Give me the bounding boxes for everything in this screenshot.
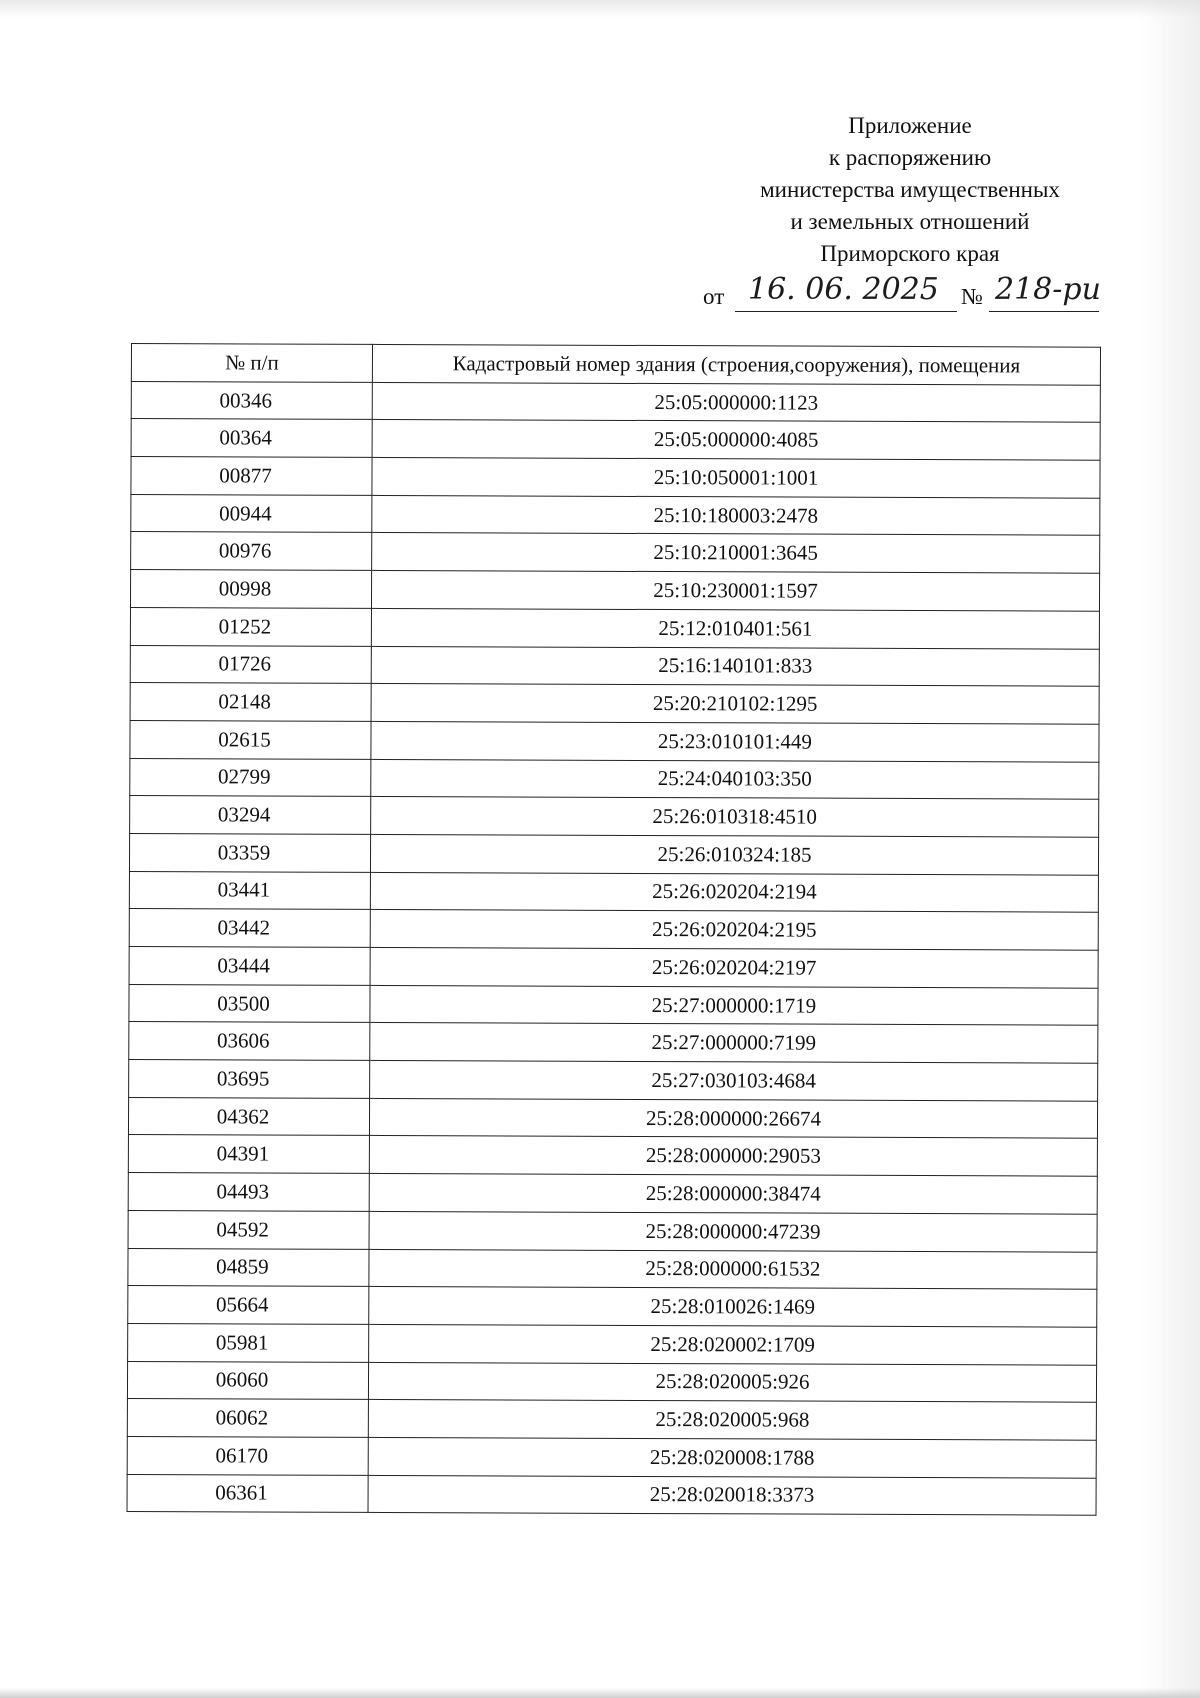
cadastral-number-cell: 25:27:000000:1719 <box>370 985 1098 1025</box>
cadastral-number-cell: 25:05:000000:1123 <box>372 382 1100 422</box>
row-number-cell: 00976 <box>131 532 372 571</box>
row-number-cell: 02799 <box>130 758 371 797</box>
scan-edge-bottom <box>0 1688 1200 1698</box>
table-row <box>130 683 1099 724</box>
column-header-number: № п/п <box>131 344 372 383</box>
row-number-cell: 06062 <box>127 1399 368 1438</box>
row-number-cell: 04859 <box>128 1248 369 1287</box>
header-line: Приложение <box>848 113 972 138</box>
cadastral-number-cell: 25:28:020005:968 <box>368 1400 1096 1440</box>
row-number-cell: 01252 <box>130 607 371 646</box>
table-header-row <box>131 344 1100 385</box>
cadastral-number-cell: 25:12:010401:561 <box>371 608 1099 648</box>
table-row <box>128 1097 1097 1138</box>
table-row <box>131 532 1100 573</box>
row-number-cell: 00998 <box>130 570 371 609</box>
row-number-cell: 04592 <box>128 1210 369 1249</box>
row-number-cell: 04362 <box>128 1097 369 1136</box>
row-number-cell: 06170 <box>127 1436 368 1475</box>
cadastral-number-cell: 25:28:020002:1709 <box>369 1324 1097 1364</box>
number-sign: № <box>961 284 983 309</box>
table-row <box>127 1399 1096 1440</box>
row-number-cell: 05981 <box>128 1323 369 1362</box>
cadastral-number-cell: 25:26:020204:2195 <box>370 910 1098 950</box>
cadastral-number-cell: 25:05:000000:4085 <box>372 420 1100 460</box>
order-date-number-line <box>703 272 1163 318</box>
row-number-cell: 06361 <box>127 1474 368 1513</box>
table-row <box>127 1361 1096 1402</box>
table-row <box>129 909 1098 950</box>
cadastral-number-cell: 25:28:000000:29053 <box>369 1136 1097 1176</box>
row-number-cell: 02148 <box>130 683 371 722</box>
cadastral-number-cell: 25:28:000000:47239 <box>369 1211 1097 1251</box>
table-row <box>130 796 1099 837</box>
cadastral-number-cell: 25:26:020204:2197 <box>370 947 1098 987</box>
scan-edge-top <box>0 0 1200 18</box>
table-row <box>128 1135 1097 1176</box>
column-header-cadastral: Кадастровый номер здания (строения,сооружения), помещения <box>372 344 1100 384</box>
header-line: Приморского края <box>820 241 1000 266</box>
table-row <box>130 570 1099 611</box>
header-line: к распоряжению <box>828 145 992 170</box>
table-row <box>129 1022 1098 1063</box>
row-number-cell: 03606 <box>129 1022 370 1061</box>
cadastral-number-cell: 25:10:210001:3645 <box>372 533 1100 573</box>
table-row <box>128 1173 1097 1214</box>
table-row <box>129 984 1098 1025</box>
cadastral-number-cell: 25:26:020204:2194 <box>370 872 1098 912</box>
handwritten-number: 218-ри <box>995 272 1101 307</box>
row-number-cell: 01726 <box>130 645 371 684</box>
table-row <box>130 607 1099 648</box>
row-number-cell: 00877 <box>131 457 372 496</box>
cadastral-number-cell: 25:10:230001:1597 <box>371 571 1099 611</box>
header-line: министерства имущественных <box>760 177 1060 202</box>
cadastral-number-cell: 25:27:000000:7199 <box>370 1023 1098 1063</box>
table-body <box>127 381 1100 1515</box>
cadastral-number-cell: 25:24:040103:350 <box>371 759 1099 799</box>
cadastral-number-cell: 25:26:010324:185 <box>370 834 1098 874</box>
table-row <box>131 494 1100 535</box>
table-row <box>129 946 1098 987</box>
appendix-header <box>700 110 1120 270</box>
cadastral-number-cell: 25:28:010026:1469 <box>369 1287 1097 1327</box>
handwritten-date: 16. 06. 2025 <box>748 272 939 307</box>
table-row <box>131 419 1100 460</box>
table-row <box>131 457 1100 498</box>
header-line: и земельных отношений <box>790 209 1030 234</box>
cadastral-number-cell: 25:10:180003:2478 <box>372 495 1100 535</box>
number-underline <box>989 311 1099 312</box>
cadastral-number-cell: 25:26:010318:4510 <box>371 797 1099 837</box>
row-number-cell: 03444 <box>129 946 370 985</box>
row-number-cell: 03500 <box>129 984 370 1023</box>
cadastral-number-cell: 25:28:020008:1788 <box>368 1437 1096 1477</box>
cadastral-number-cell: 25:28:020018:3373 <box>368 1475 1096 1515</box>
row-number-cell: 06060 <box>127 1361 368 1400</box>
scan-edge-right <box>1140 0 1200 1698</box>
cadastral-number-cell: 25:27:030103:4684 <box>370 1060 1098 1100</box>
cadastral-number-cell: 25:28:000000:61532 <box>369 1249 1097 1289</box>
table-row <box>128 1323 1097 1364</box>
cadastral-number-cell: 25:28:000000:38474 <box>369 1174 1097 1214</box>
table-row <box>131 381 1100 422</box>
table-row <box>128 1248 1097 1289</box>
row-number-cell: 03359 <box>129 833 370 872</box>
row-number-cell: 04391 <box>128 1135 369 1174</box>
table-row <box>127 1436 1096 1477</box>
cadastral-number-cell: 25:10:050001:1001 <box>372 457 1100 497</box>
cadastral-number-cell: 25:16:140101:833 <box>371 646 1099 686</box>
cadastral-number-cell: 25:23:010101:449 <box>371 721 1099 761</box>
row-number-cell: 00364 <box>131 419 372 458</box>
row-number-cell: 03695 <box>129 1060 370 1099</box>
table-row <box>130 645 1099 686</box>
date-underline <box>735 311 957 312</box>
row-number-cell: 04493 <box>128 1173 369 1212</box>
row-number-cell: 03442 <box>129 909 370 948</box>
table-row <box>129 871 1098 912</box>
row-number-cell: 00944 <box>131 494 372 533</box>
date-prefix: от <box>703 284 725 309</box>
table-row <box>128 1286 1097 1327</box>
table-row <box>127 1474 1096 1515</box>
cadastral-table <box>127 343 1101 1516</box>
cadastral-number-cell: 25:20:210102:1295 <box>371 684 1099 724</box>
cadastral-number-cell: 25:28:020005:926 <box>368 1362 1096 1402</box>
table-row <box>130 758 1099 799</box>
row-number-cell: 03441 <box>129 871 370 910</box>
table-row <box>128 1210 1097 1251</box>
table-row <box>129 833 1098 874</box>
row-number-cell: 05664 <box>128 1286 369 1325</box>
row-number-cell: 03294 <box>130 796 371 835</box>
table-row <box>130 720 1099 761</box>
cadastral-number-cell: 25:28:000000:26674 <box>369 1098 1097 1138</box>
row-number-cell: 00346 <box>131 381 372 420</box>
row-number-cell: 02615 <box>130 720 371 759</box>
table-row <box>129 1060 1098 1101</box>
